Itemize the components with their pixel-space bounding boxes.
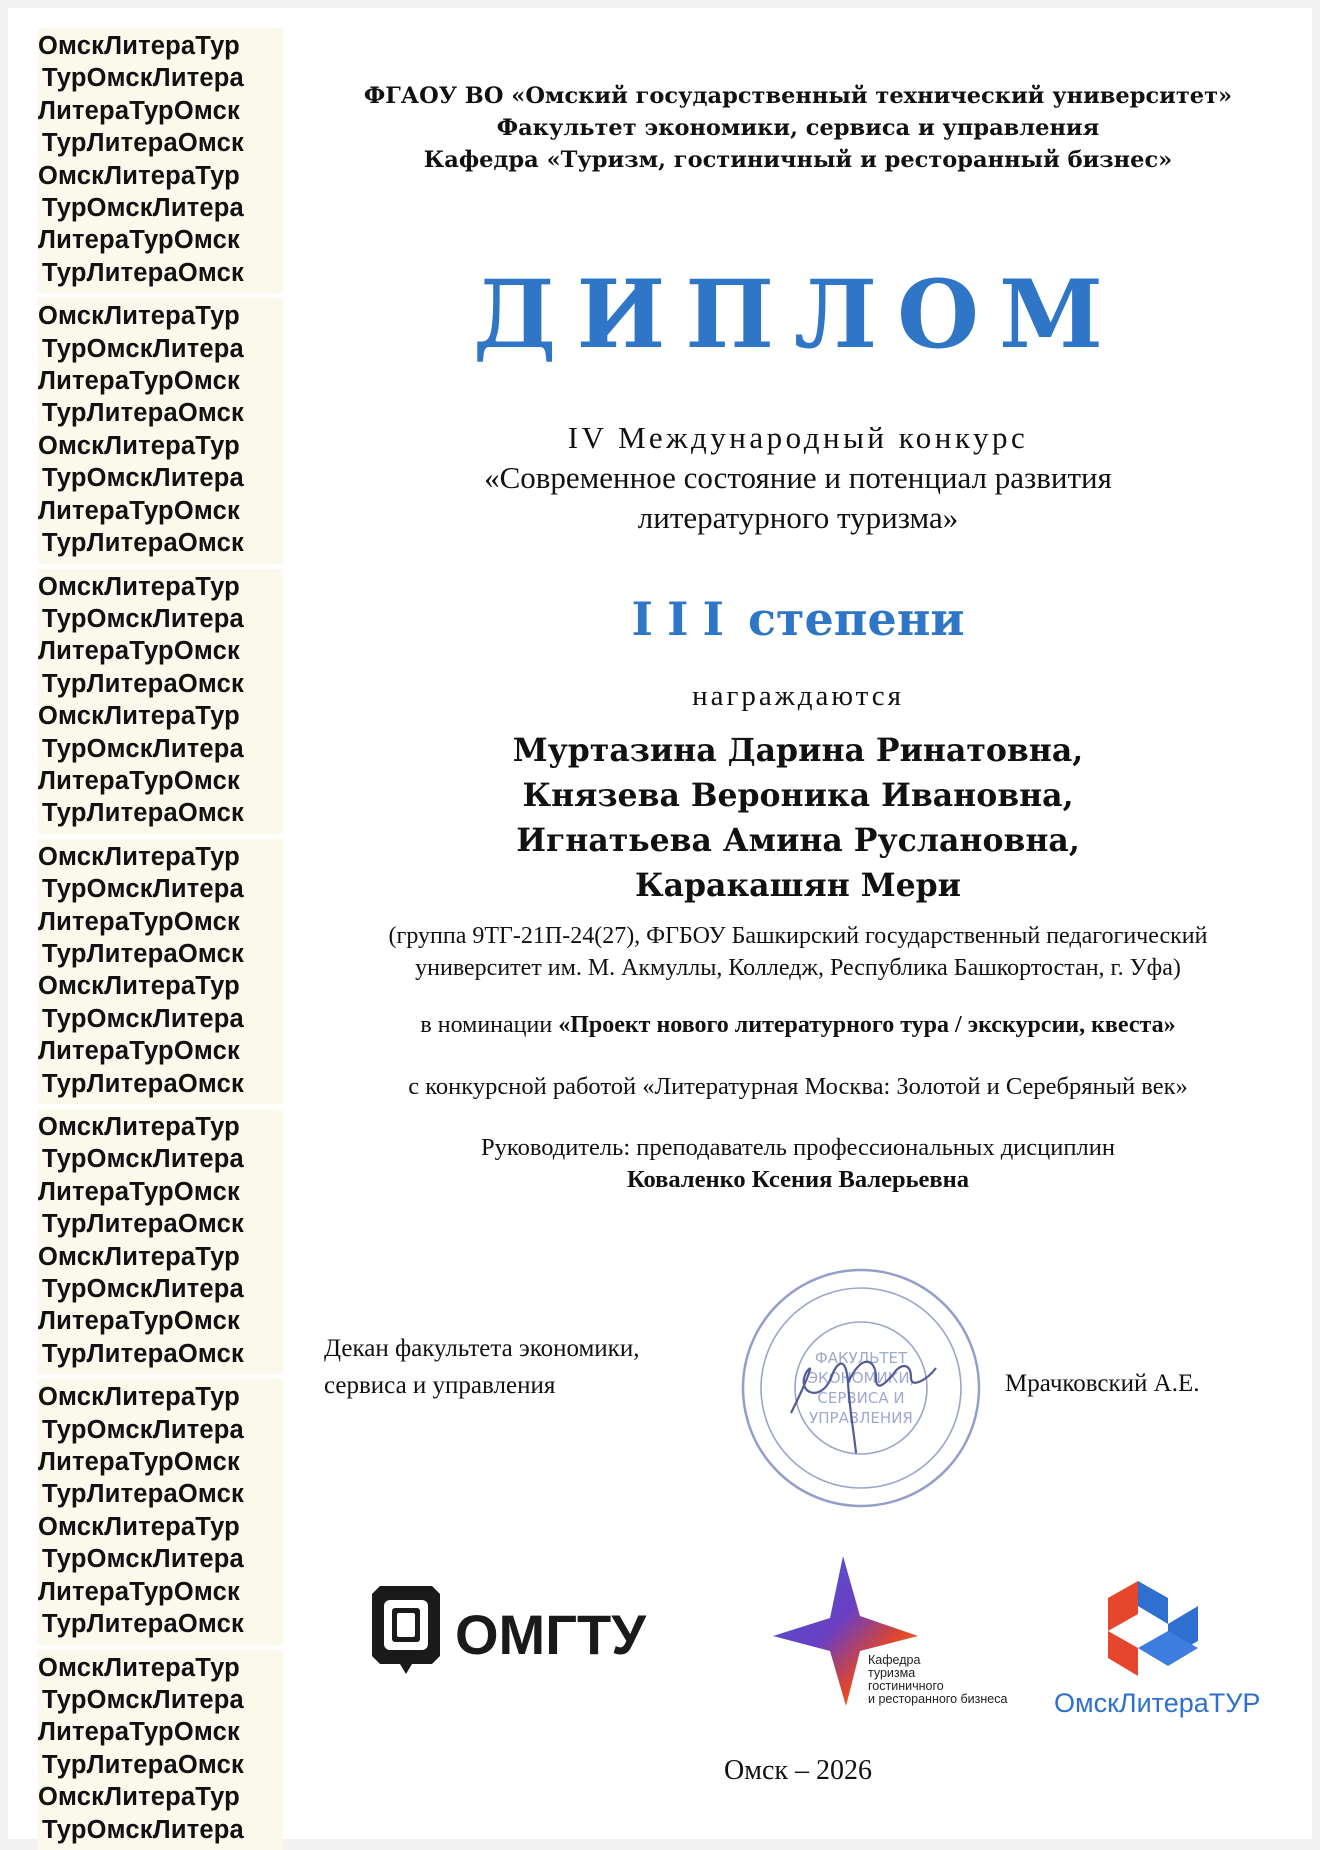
strip-line: ЛитераТурОмск: [38, 1307, 240, 1336]
contest-name-line2: [308, 458, 1288, 538]
strip-line: ОмскЛитераТур: [38, 1242, 240, 1271]
strip-line: ЛитераТурОмск: [38, 96, 240, 125]
strip-block: [38, 839, 283, 1104]
recipient-name: Князева Вероника Ивановна,: [522, 777, 1074, 814]
strip-block: [38, 28, 283, 293]
strip-line: ОмскЛитераТур: [38, 1783, 240, 1812]
strip-line: ТурЛитераОмск: [42, 799, 244, 828]
dean-title-line1: Декан факультета экономики,: [324, 1335, 640, 1362]
recipients-list: [308, 728, 1288, 908]
strip-line: ОмскЛитераТур: [38, 1383, 240, 1412]
svg-text:ФАКУЛЬТЕТ: ФАКУЛЬТЕТ: [814, 1349, 908, 1367]
svg-text:УПРАВЛЕНИЯ: УПРАВЛЕНИЯ: [809, 1409, 913, 1427]
strip-line: ЛитераТурОмск: [38, 367, 240, 396]
strip-line: ТурЛитераОмск: [42, 1210, 244, 1239]
recipients-affiliation: (группа 9ТГ-21П-24(27), ФГБОУ Башкирский государственный педагогический университет им. М. Акмуллы, Колледж, Республика Башкортостан, г. Уфа): [388, 923, 1208, 981]
strip-line: ТурЛитераОмск: [42, 258, 244, 287]
strip-line: ТурОмскЛитера: [42, 1815, 244, 1844]
strip-line: ТурОмскЛитера: [42, 1685, 244, 1714]
awarded-label: награждаются: [692, 680, 904, 712]
diploma-sheet: [8, 8, 1312, 1844]
strip-line: ЛитераТурОмск: [38, 496, 240, 525]
strip-block: [38, 298, 283, 563]
strip-line: ОмскЛитераТур: [38, 431, 240, 460]
strip-line: ТурОмскЛитера: [42, 64, 244, 93]
strip-line: ОмскЛитераТур: [38, 302, 240, 331]
strip-block: [38, 1379, 283, 1644]
strip-block: [38, 569, 283, 834]
dean-name: Мрачковский А.Е.: [1005, 1370, 1200, 1397]
strip-line: ЛитераТурОмск: [38, 1577, 240, 1606]
recipient-name: Каракашян Мери: [634, 867, 962, 904]
decorative-text-strip: [38, 28, 283, 1844]
strip-line: ТурЛитераОмск: [42, 129, 244, 158]
svg-text:ЭКОНОМИКИ,: ЭКОНОМИКИ,: [807, 1369, 915, 1387]
supervisor-name: Коваленко Ксения Валерьевна: [626, 1166, 970, 1193]
strip-line: ОмскЛитераТур: [38, 1113, 240, 1141]
contest-title-part2: литературного туризма»: [637, 500, 959, 535]
strip-block: [38, 1650, 283, 1850]
dean-title-line2: сервиса и управления: [324, 1372, 556, 1399]
strip-line: ТурОмскЛитера: [42, 464, 244, 493]
strip-line: ТурЛитераОмск: [42, 1750, 244, 1779]
strip-line: ТурЛитераОмск: [42, 1339, 244, 1368]
degree-roman: III: [631, 592, 739, 646]
nomination-prefix: в номинации: [420, 1012, 553, 1038]
issuer-header: [308, 80, 1288, 176]
degree-word: степени: [748, 592, 965, 646]
department-name: Кафедра «Туризм, гостиничный и ресторанный бизнес»: [423, 147, 1173, 173]
department-logo-caption: Кафедра туризма гостиничного и ресторанного бизнеса: [868, 1653, 1008, 1706]
recipient-name: Муртазина Дарина Ринатовна,: [512, 732, 1084, 769]
diploma-title: ДИПЛОМ: [472, 260, 1124, 370]
award-degree: [308, 589, 1288, 649]
strip-line: ОмскЛитераТур: [38, 32, 240, 60]
competition-work: с конкурсной работой «Литературная Москва: Золотой и Серебряный век»: [408, 1073, 1188, 1100]
faculty-name: Факультет экономики, сервиса и управления: [496, 115, 1100, 141]
strip-line: ТурОмскЛитера: [42, 875, 244, 904]
contest-name-line1: IV Международный конкурс: [567, 420, 1029, 455]
strip-line: ТурОмскЛитера: [42, 194, 244, 223]
nomination-name: «Проект нового литературного тура / экскурсии, квеста»: [558, 1012, 1176, 1038]
recipient-name: Игнатьева Амина Руслановна,: [516, 822, 1080, 859]
omsklitertur-logo-mark: [1098, 1576, 1208, 1686]
strip-line: ОмскЛитераТур: [38, 1653, 240, 1682]
dean-title: [324, 1330, 744, 1404]
strip-line: ТурОмскЛитера: [42, 1275, 244, 1304]
strip-line: ОмскЛитераТур: [38, 842, 240, 871]
contest-title-part1: «Современное состояние и потенциал развития: [484, 460, 1112, 495]
strip-line: ТурЛитераОмск: [42, 399, 244, 428]
strip-line: ТурОмскЛитера: [42, 1415, 244, 1444]
strip-line: ТурЛитераОмск: [42, 1069, 244, 1098]
strip-line: ТурОмскЛитера: [42, 334, 244, 363]
place-and-year: Омск – 2026: [724, 1755, 872, 1786]
supervisor: [308, 1132, 1288, 1196]
strip-line: ЛитераТурОмск: [38, 907, 240, 936]
strip-line: ТурЛитераОмск: [42, 529, 244, 558]
strip-line: ОмскЛитераТур: [38, 972, 240, 1001]
strip-line: ТурОмскЛитера: [42, 1004, 244, 1033]
strip-line: ЛитераТурОмск: [38, 1037, 240, 1066]
strip-line: ТурОмскЛитера: [42, 1545, 244, 1574]
official-stamp-with-signature: [736, 1263, 986, 1513]
strip-line: ОмскЛитераТур: [38, 161, 240, 190]
omgtu-logo: [370, 1586, 670, 1686]
omsklitertur-logo-text: ОмскЛитераТУР: [1054, 1688, 1261, 1718]
strip-line: ОмскЛитераТур: [38, 702, 240, 731]
strip-block: [38, 1109, 283, 1374]
strip-line: ТурОмскЛитера: [42, 734, 244, 763]
strip-line: ТурЛитераОмск: [42, 1480, 244, 1509]
strip-line: ЛитераТурОмск: [38, 1448, 240, 1477]
university-name: ФГАОУ ВО «Омский государственный технический университет»: [363, 83, 1233, 109]
strip-line: ЛитераТурОмск: [38, 226, 240, 255]
strip-line: ОмскЛитераТур: [38, 1512, 240, 1541]
strip-line: ЛитераТурОмск: [38, 1718, 240, 1747]
omgtu-logo-text: ОМГТУ: [455, 1603, 646, 1666]
strip-line: ТурЛитераОмск: [42, 669, 244, 698]
strip-line: ЛитераТурОмск: [38, 637, 240, 666]
strip-line: ОмскЛитераТур: [38, 572, 240, 601]
strip-line: ТурЛитераОмск: [42, 939, 244, 968]
strip-line: ТурОмскЛитера: [42, 1145, 244, 1174]
strip-line: ЛитераТурОмск: [38, 1177, 240, 1206]
nomination: [308, 1008, 1288, 1042]
supervisor-role: Руководитель: преподаватель профессиональных дисциплин: [481, 1134, 1115, 1161]
svg-text:СЕРВИСА И: СЕРВИСА И: [817, 1389, 905, 1407]
strip-line: ЛитераТурОмск: [38, 766, 240, 795]
strip-line: ТурОмскЛитера: [42, 604, 244, 633]
strip-line: ТурЛитераОмск: [42, 1610, 244, 1639]
